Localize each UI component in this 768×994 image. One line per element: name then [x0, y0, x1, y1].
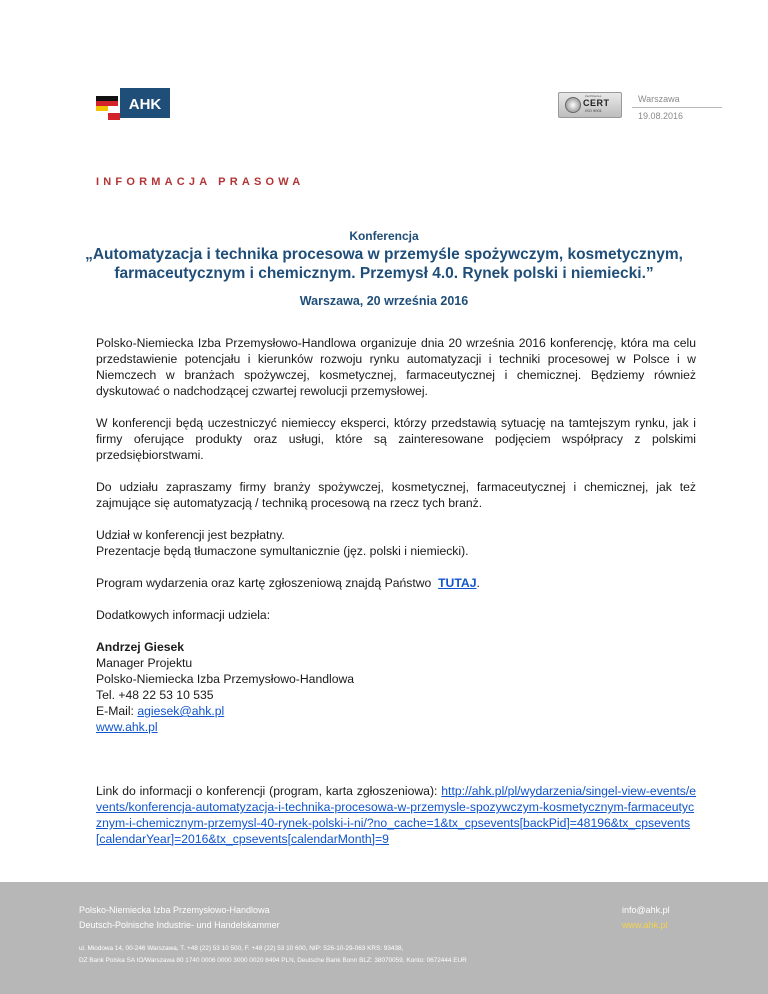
footer-web[interactable]: www.ahk.pl — [622, 920, 668, 930]
paragraph-link — [96, 783, 696, 847]
link-intro: Link do informacji o konferencji (program, karta zgłoszeniowa): — [96, 784, 438, 798]
fee-line-1: Udział w konferencji jest bezpłatny. — [96, 528, 285, 542]
document-body — [96, 335, 696, 863]
fee-line-2: Prezentacje będą tłumaczone symultanicznie (jęz. polski i niemiecki). — [96, 544, 469, 558]
cert-top-text: Zertifiziertes — [585, 94, 602, 98]
conference-details-link[interactable]: http://ahk.pl/pl/wydarzenia/singel-view-events/events/konferencja-automatyzacja-i-technika-procesowa-w-przemysle-spozywczym-kosmetycznym-farmaceutycznym-i-chemicznym-przemysl-40-rynek-polski-i-ni/?no_cache=1&tx_cpsevents[backPid]=48196&tx_cpsevents[calendarYear]=2016&tx_cpsevents[calendarMonth]=9 — [96, 784, 696, 846]
contact-block — [96, 639, 696, 735]
footer-address-line: ul. Miodowa 14, 00-246 Warszawa, T. +48 (22) 53 10 500, F. +48 (22) 53 10 600, NIP: 526-10-29-063 KRS: 93438, — [79, 945, 404, 952]
header-date: 19.08.2016 — [632, 107, 722, 121]
cert-text: CERT — [583, 98, 610, 108]
footer-org-de: Deutsch-Polnische Industrie- und Handelskammer — [79, 920, 280, 930]
contact-email-link[interactable]: agiesek@ahk.pl — [137, 704, 225, 718]
cert-standard: ISO 9001 — [585, 108, 602, 113]
section-label: INFORMACJA PRASOWA — [96, 176, 305, 188]
paragraph-program — [96, 575, 696, 591]
headline — [40, 245, 728, 283]
paragraph-intro: Polsko-Niemiecka Izba Przemysłowo-Handlowa organizuje dnia 20 września 2016 konferencję, która ma celu przedstawienie potencjału i kierunków rozwoju rynku automatyzacji i techniki procesowej w Polsce i w Niemczech w branżach spożywczej, kosmetycznej, farmaceutycznej i chemicznej. Będziemy również dyskutować o nadchodzącej czwartej rewolucji przemysłowej. — [96, 336, 696, 398]
spacer — [96, 751, 696, 783]
ahk-logo — [96, 86, 172, 120]
contact-org: Polsko-Niemiecka Izba Przemysłowo-Handlowa — [96, 672, 355, 686]
contact-email-row — [96, 703, 696, 719]
cert-seal-icon — [565, 97, 581, 113]
footer-org — [79, 903, 280, 933]
paragraph-invitation: Do udziału zapraszamy firmy branży spożywczej, kosmetycznej, farmaceutycznej i chemicznej, jak też zajmujące się automatyzacją / techniką procesową na rzecz tych branż. — [96, 480, 696, 510]
header-city: Warszawa — [638, 94, 680, 104]
program-text: Program wydarzenia oraz kartę zgłoszeniową znajdą Państwo — [96, 576, 432, 590]
headline-line-1: „Automatyzacja i technika procesowa w przemyśle spożywczym, kosmetycznym, — [85, 246, 683, 263]
header-meta — [632, 90, 722, 121]
program-end: . — [476, 576, 480, 590]
footer-contact — [622, 903, 670, 933]
footer-bank-line: DZ Bank Polska SA IO/Warszawa 80 1740 0006 0000 3000 0020 8494 PLN, Deutsche Bank Bonn BLZ: 38070059, Konto: 0672444 EUR — [79, 957, 467, 964]
contact-name: Andrzej Giesek — [96, 640, 185, 654]
footer-address — [79, 943, 467, 967]
kicker: Konferencja — [349, 229, 419, 243]
paragraph-fee — [96, 527, 696, 559]
contact-email-label: E-Mail: — [96, 704, 134, 718]
footer — [0, 882, 768, 994]
program-link[interactable]: TUTAJ — [438, 576, 477, 590]
contact-web-link[interactable]: www.ahk.pl — [96, 720, 158, 734]
footer-org-pl: Polsko-Niemiecka Izba Przemysłowo-Handlowa — [79, 905, 270, 915]
footer-email[interactable]: info@ahk.pl — [622, 905, 670, 915]
headline-line-2: farmaceutycznym i chemicznym. Przemysł 4.0. Rynek polski i niemiecki.” — [114, 265, 654, 282]
logo-text: AHK — [128, 96, 162, 113]
contact-web-row — [96, 719, 696, 735]
paragraph-experts: W konferencji będą uczestniczyć niemieccy eksperci, którzy przedstawią sytuację na tamtejszym rynku, jak i firmy oferujące produkty oraz usługi, które są zainteresowane podjęciem współpracy z polskimi przedsiębiorstwami. — [96, 416, 696, 462]
certification-badge — [558, 92, 622, 118]
contact-phone: Tel. +48 22 53 10 535 — [96, 688, 214, 702]
event-place-date: Warszawa, 20 września 2016 — [299, 294, 469, 308]
contact-intro: Dodatkowych informacji udziela: — [96, 608, 271, 622]
contact-role: Manager Projektu — [96, 656, 193, 670]
